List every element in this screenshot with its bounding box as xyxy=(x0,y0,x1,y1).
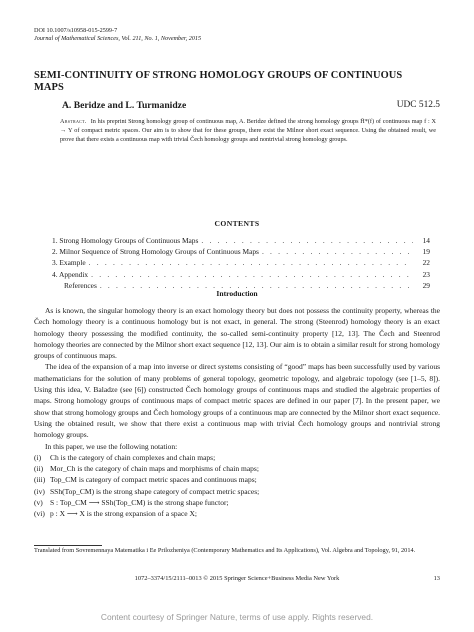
toc-item[interactable]: 3. Example . . . 22 xyxy=(52,258,430,269)
notation-list xyxy=(34,452,440,520)
notation-item: (vi) p : X ⟶ X is the strong expansion of a space X; xyxy=(34,509,197,519)
introduction-body xyxy=(34,305,440,520)
toc-item[interactable]: 1. Strong Homology Groups of Continuous Maps . . . 14 xyxy=(52,236,430,247)
notation-item: (i) Ch is the category of chain complexes and chain maps; xyxy=(34,452,216,462)
copyright-line: 1072–3374/15/2111–0013 © 2015 Springer Science+Business Media New York xyxy=(134,575,340,582)
section-heading-introduction: Introduction xyxy=(216,289,258,298)
contents-heading: CONTENTS xyxy=(214,219,260,228)
journal-citation: Journal of Mathematical Sciences, Vol. 211, No. 1, November, 2015 xyxy=(34,35,202,42)
paper-title: SEMI-CONTINUITY OF STRONG HOMOLOGY GROUPS OF CONTINUOUS MAPS xyxy=(34,70,403,93)
notation-item: (iii) Top_CM is category of compact metric spaces and continuous maps; xyxy=(34,475,257,485)
abstract-label: Abstract. xyxy=(60,118,87,125)
abstract xyxy=(60,118,436,145)
paragraph: In this paper, we use the following notation: xyxy=(45,441,178,451)
notation-item: (ii) Mor_Ch is the category of chain maps and morphisms of chain maps; xyxy=(34,464,259,474)
table-of-contents xyxy=(52,236,430,292)
udc-code: UDC 512.5 xyxy=(396,100,440,110)
notation-item: (iv) SSh(Top_CM) is the strong shape category of compact metric spaces; xyxy=(34,486,260,496)
page-number: 13 xyxy=(433,575,440,582)
notation-item: (v) S : Top_CM ⟶ SSh(Top_CM) is the strong shape functor; xyxy=(34,498,229,508)
article-meta xyxy=(34,27,201,43)
courtesy-notice: Content courtesy of Springer Nature, terms of use apply. Rights reserved. xyxy=(100,612,374,622)
paragraph: As is known, the singular homology theory is an exact homology theory but does not possess the continuity property, whereas the Čech homology theory is a continuous homology but is not exact, in general. The strong (Steenrod) homology theory is an exact homology theory possessing the modified continuity, the so-called semi-continuity property [12, 13]. The Čech and Steenrod homology theories are connected by the Milnor short exact sequence [12, 13]. Our aim is to obtain a similar result for strong homology groups of continuous maps. xyxy=(34,306,440,361)
toc-item[interactable]: References . . . 29 xyxy=(52,281,430,292)
footnote-divider xyxy=(34,545,102,546)
paragraph: The idea of the expansion of a map into inverse or direct systems consisting of “good” maps has been successfully used by various mathematicians for the solution of many problems of general topology, geometric topology, and algebraic topology (see [1–5, 8]). Using this idea, V. Baladze (see [6]) constructed Čech homology groups of continuous maps and studied the algebraic properties of maps. Strong homology groups of continuous maps of compact metric spaces are defined in our paper [7]. In the present paper, we show that strong homology groups and Čech homology groups of a continuous map are connected by the Milnor short exact sequence. Using the obtained result, we show that there exist a continuous map with trivial Čech homology groups and nontrivial strong homology groups. xyxy=(34,362,440,440)
doi: DOI 10.1007/s10958-015-2599-7 xyxy=(34,27,118,34)
translation-footnote: Translated from Sovremennaya Matematika i Ee Prilozheniya (Contemporary Mathematics and Its Applications), Vol. Algebra and Topology, 91, 2014. xyxy=(34,547,416,554)
toc-item[interactable]: 2. Milnor Sequence of Strong Homology Groups of Continuous Maps . . . 19 xyxy=(52,247,430,258)
authors: A. Beridze and L. Turmanidze xyxy=(62,100,187,111)
abstract-text: In his preprint Strong homology group of continuous map, A. Beridze defined the strong homology groups H̄*(f) of continuous map f : X → Y of compact metric spaces. Our aim is to show that for these groups, there exist the Milnor short exact sequence. Using the obtained result, we prove that there exists a continuous map with trivial Čech homology groups and nontrivial strong homology groups. xyxy=(60,118,436,143)
toc-item[interactable]: 4. Appendix . . . 23 xyxy=(52,270,430,281)
